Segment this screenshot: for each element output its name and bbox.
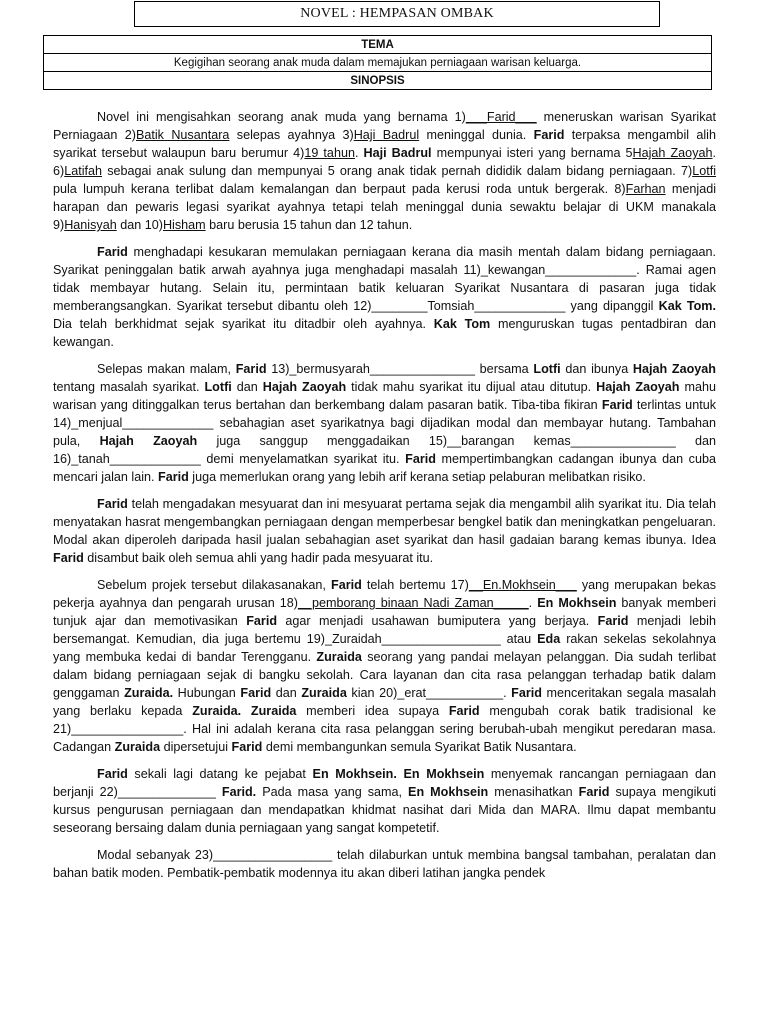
- answer-text: Farhan: [625, 182, 666, 196]
- body-text: banyak memberi tunjuk ajar dan memotivasikan: [53, 596, 717, 628]
- body-text: tentang masalah syarikat.: [53, 380, 205, 394]
- body-text: Pada masa yang sama,: [256, 785, 409, 799]
- bold-text: Farid: [448, 704, 480, 718]
- bold-text: Lotfi: [533, 362, 561, 376]
- bold-text: Farid: [97, 767, 128, 781]
- bold-text: Farid: [158, 470, 189, 484]
- bold-text: Farid: [331, 578, 362, 592]
- body-text: dipersetujui: [160, 740, 232, 754]
- bold-text: Kak Tom.: [658, 299, 716, 313]
- document-title: NOVEL : HEMPASAN OMBAK: [300, 6, 494, 21]
- synopsis-paragraph: [53, 846, 716, 882]
- bold-text: Farid: [601, 398, 633, 412]
- bold-text: Farid: [246, 614, 278, 628]
- body-text: yang merupakan bekas pekerja ayahnya dan pengarah urusan 18): [53, 578, 716, 610]
- body-text: baru berusia 15 tahun dan 12 tahun.: [205, 218, 413, 232]
- synopsis-paragraph: [53, 108, 716, 234]
- bold-text: Zuraida: [114, 740, 161, 754]
- bold-text: Eda: [537, 632, 561, 646]
- bold-text: En Mokhsein: [408, 785, 489, 799]
- body-text: kian 20)_erat___________.: [346, 686, 512, 700]
- answer-text: __pemborang binaan Nadi Zaman_____: [297, 596, 529, 610]
- body-text: meneruskan warisan Syarikat Perniagaan 2): [53, 110, 716, 142]
- bold-text: En Mokhsein. En Mokhsein: [312, 767, 485, 781]
- body-text: pula lumpuh kerana terlibat dalam kemalangan dan berpaut pada kerusi roda untuk bergerak. 8): [53, 182, 626, 196]
- body-text: Sebelum projek tersebut dilakasanakan,: [97, 578, 332, 592]
- body-text: Selepas makan malam,: [97, 362, 236, 376]
- body-text: mempertimbangkan cadangan ibunya dan cuba mencari jalan lain.: [53, 452, 716, 484]
- body-text: menasihatkan: [488, 785, 579, 799]
- answer-text: ___Farid___: [465, 110, 537, 124]
- body-text: selepas ayahnya 3): [229, 128, 354, 142]
- body-text: terpaksa mengambil alih syarikat tersebut walaupun baru berumur 4): [53, 128, 716, 160]
- body-text: Dia telah berkhidmat sejak syarikat itu ditadbir oleh ayahnya.: [53, 317, 434, 331]
- body-text: dan ibunya: [560, 362, 633, 376]
- bold-text: Hajah Zaoyah: [596, 380, 680, 394]
- bold-text: Farid.: [221, 785, 257, 799]
- body-text: .: [528, 596, 538, 610]
- bold-text: Farid: [235, 362, 267, 376]
- answer-text: __En.Mokhsein___: [468, 578, 577, 592]
- answer-text: Batik Nusantara: [135, 128, 230, 142]
- answer-text: Hajah Zaoyah: [632, 146, 713, 160]
- bold-text: Farid: [53, 551, 84, 565]
- body-text: disambut baik oleh semua ahli yang hadir pada mesyuarat itu.: [83, 551, 434, 565]
- answer-text: Hisham: [162, 218, 206, 232]
- bold-text: Farid: [97, 245, 128, 259]
- bold-text: Hajah Zaoyah: [262, 380, 347, 394]
- body-text: juga sanggup menggadaikan 15)__barangan kemas_______________ dan 16)_tanah_____________ demi menyelamatkan syarikat itu.: [53, 434, 717, 466]
- bold-text: Lotfi: [204, 380, 232, 394]
- body-text: . 6): [53, 146, 716, 178]
- body-text: telah bertemu 17): [361, 578, 469, 592]
- body-text: .: [354, 146, 364, 160]
- body-text: Novel ini mengisahkan seorang anak muda yang bernama 1): [97, 110, 466, 124]
- synopsis-paragraph: [53, 576, 716, 756]
- synopsis-paragraph: [53, 495, 716, 567]
- synopsis-body: [53, 108, 716, 891]
- body-text: telah mengadakan mesyuarat dan ini mesyuarat pertama sejak dia mengambil alih syarikat itu. Dia telah menyatakan hasrat mengembangkan perniagaan dengan memperbesar bengkel batik dan meningkatkan pengeluaran. Modal akan diperoleh daripada hasil jualan sebahagian aset syarikat dan hasil gadaian barang kemas ibunya. Idea: [53, 497, 716, 547]
- body-text: memberi idea supaya: [296, 704, 449, 718]
- synopsis-paragraph: [53, 360, 716, 486]
- answer-text: Latifah: [64, 164, 103, 178]
- body-text: 13)_bermusyarah_______________ bersama: [266, 362, 534, 376]
- body-text: sebagai anak sulung dan mempunyai 5 orang anak tidak pernah dididik dalam bidang perniagaan. 7): [102, 164, 693, 178]
- answer-text: Lotfi: [692, 164, 716, 178]
- body-text: demi membangunkan semula Syarikat Batik Nusantara.: [262, 740, 577, 754]
- body-text: menceritakan segala masalah yang berlaku kepada: [53, 686, 716, 718]
- body-text: supaya mengikuti kursus pengurusan perniagaan dan mendapatkan khidmat nasihat dari Mida dan MARA. Ilmu dapat membantu seseorang bersaing dalam dunia perniagaan yang sangat kompetetif.: [53, 785, 716, 835]
- body-text: menghadapi kesukaran memulakan perniagaan kerana dia masih mentah dalam bidang perniagaan. Syarikat peninggalan batik arwah ayahnya juga menghadapi masalah 11)_kewangan_____________. Ramai agen tidak membayar hutang. Selain itu, permintaan batik keluaran Syarikat Nusantara di pasaran juga tidak memberangsangkan. Syarikat tersebut dibantu oleh 12)________Tomsiah_____________ yang dipanggil: [53, 245, 716, 313]
- bold-text: Farid: [97, 497, 128, 511]
- body-text: mengubah corak batik tradisional ke 21)________________. Hal ini adalah kerana cita rasa pelanggan sering berubah-ubah mengikut peredaran masa. Cadangan: [53, 704, 716, 754]
- bold-text: Farid: [405, 452, 436, 466]
- bold-text: Farid: [533, 128, 565, 142]
- body-text: mempunyai isteri yang bernama 5: [431, 146, 633, 160]
- body-text: dan 10): [116, 218, 163, 232]
- body-text: sekali lagi datang ke pejabat: [127, 767, 313, 781]
- body-text: menyemak rancangan perniagaan dan berjanji 22)______________: [53, 767, 716, 799]
- answer-text: 19 tahun: [304, 146, 355, 160]
- body-text: tidak mahu syarikat itu dijual atau ditutup.: [346, 380, 597, 394]
- body-text: meninggal dunia.: [419, 128, 534, 142]
- bold-text: Farid: [597, 614, 629, 628]
- body-text: rakan sekelas sekolahnya yang membuka kedai di bandar Terengganu.: [53, 632, 716, 664]
- bold-text: Farid: [231, 740, 263, 754]
- body-text: juga memerlukan orang yang lebih arif kerana setiap pelaburan melibatkan risiko.: [188, 470, 646, 484]
- body-text: menjadi lebih bersemangat. Kemudian, dia juga bertemu 19)_Zuraidah_________________ atau: [53, 614, 716, 646]
- body-text: Modal sebanyak 23)_________________ telah dilaburkan untuk membina bangsal tambahan, peralatan dan bahan batik moden. Pembatik-pembatik modennya itu akan diberi latihan jangka pendek: [53, 848, 716, 880]
- tema-text: Kegigihan seorang anak muda dalam memajukan perniagaan warisan keluarga.: [44, 54, 712, 72]
- body-text: agar menjadi usahawan bumiputera yang berjaya.: [277, 614, 598, 628]
- body-text: mahu warisan yang ditinggalkan terus bertahan dan berkembang dalam pasaran batik. Tiba-tiba fikiran: [53, 380, 716, 412]
- answer-text: Haji Badrul: [353, 128, 420, 142]
- tema-heading: TEMA: [44, 36, 712, 54]
- bold-text: Farid: [240, 686, 272, 700]
- bold-text: Zuraida.: [124, 686, 174, 700]
- bold-text: Hajah Zaoyah: [99, 434, 198, 448]
- bold-text: Kak Tom: [433, 317, 491, 331]
- synopsis-paragraph: [53, 765, 716, 837]
- theme-table: [43, 35, 712, 90]
- answer-text: Hanisyah: [64, 218, 117, 232]
- body-text: terlintas untuk 14)_menjual_____________ sebahagian aset syarikatnya bagi dijadikan modal dan membayar hutang. Tambahan pula,: [53, 398, 716, 448]
- bold-text: Zuraida: [316, 650, 362, 664]
- bold-text: Farid: [511, 686, 542, 700]
- bold-text: En Mokhsein: [537, 596, 617, 610]
- body-text: seorang yang pandai melayan pelanggan. Dia sudah terlibat dalam bidang perniagaan sejak di bangku sekolah. Cara layanan dan cita rasa pelanggan terhadap batik dalam genggaman: [53, 650, 716, 700]
- bold-text: Zuraida. Zuraida: [192, 704, 297, 718]
- body-text: Hubungan: [173, 686, 241, 700]
- body-text: menjadi harapan dan pewaris legasi syarikat ayahnya tetapi telah meninggal dunia sewaktu belajar di UKM manakala 9): [53, 182, 716, 232]
- body-text: dan: [271, 686, 302, 700]
- body-text: menguruskan tugas pentadbiran dan kewangan.: [53, 317, 716, 349]
- sinopsis-heading: SINOPSIS: [44, 72, 712, 90]
- document-title-box: [134, 1, 660, 27]
- body-text: dan: [231, 380, 263, 394]
- synopsis-paragraph: [53, 243, 716, 351]
- bold-text: Hajah Zaoyah: [632, 362, 716, 376]
- bold-text: Zuraida: [301, 686, 347, 700]
- bold-text: Farid: [578, 785, 610, 799]
- bold-text: Haji Badrul: [363, 146, 432, 160]
